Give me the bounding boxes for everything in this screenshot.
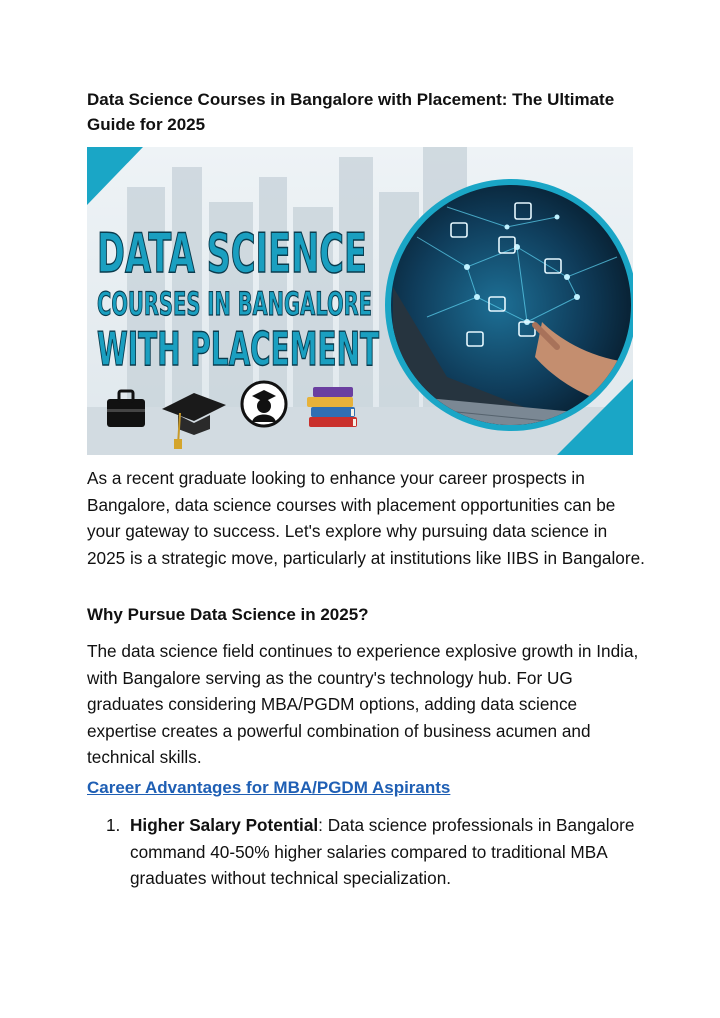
graduate-avatar-icon (242, 382, 286, 426)
intro-paragraph: As a recent graduate looking to enhance your career prospects in Bangalore, data science courses with placement opportunities can be your gateway to success. Let's explore why pursuing data science in 2025 is a strategic move, particularly at institutions like IIBS in Bangalore. (87, 468, 645, 568)
banner-line-2: COURSES IN BANGALORE (97, 285, 372, 323)
list-item-title: Higher Salary Potential (130, 815, 319, 835)
list-item-body (130, 812, 645, 892)
list-number: 1. (106, 815, 121, 835)
section-paragraph-why: The data science field continues to experience explosive growth in India, with Bangalore serving as the country's technology hub. For UG graduates considering MBA/PGDM options, adding data science expertise creates a powerful combination of business acumen and technical skills. (87, 641, 639, 767)
list-item-text: : Data science professionals in Bangalore command 40-50% higher salaries compared to traditional MBA graduates without technical specialization. (130, 815, 635, 888)
document-title: Data Science Courses in Bangalore with Placement: The Ultimate Guide for 2025 (87, 90, 615, 134)
section-heading-why: Why Pursue Data Science in 2025? (87, 605, 369, 624)
banner-line-3: WITH PLACEMENT (97, 322, 380, 376)
books-icon (307, 387, 357, 427)
section-heading-career-advantages[interactable]: Career Advantages for MBA/PGDM Aspirants (87, 778, 451, 797)
banner-line-1: DATA SCIENCE (97, 222, 367, 285)
banner-image (87, 147, 633, 455)
